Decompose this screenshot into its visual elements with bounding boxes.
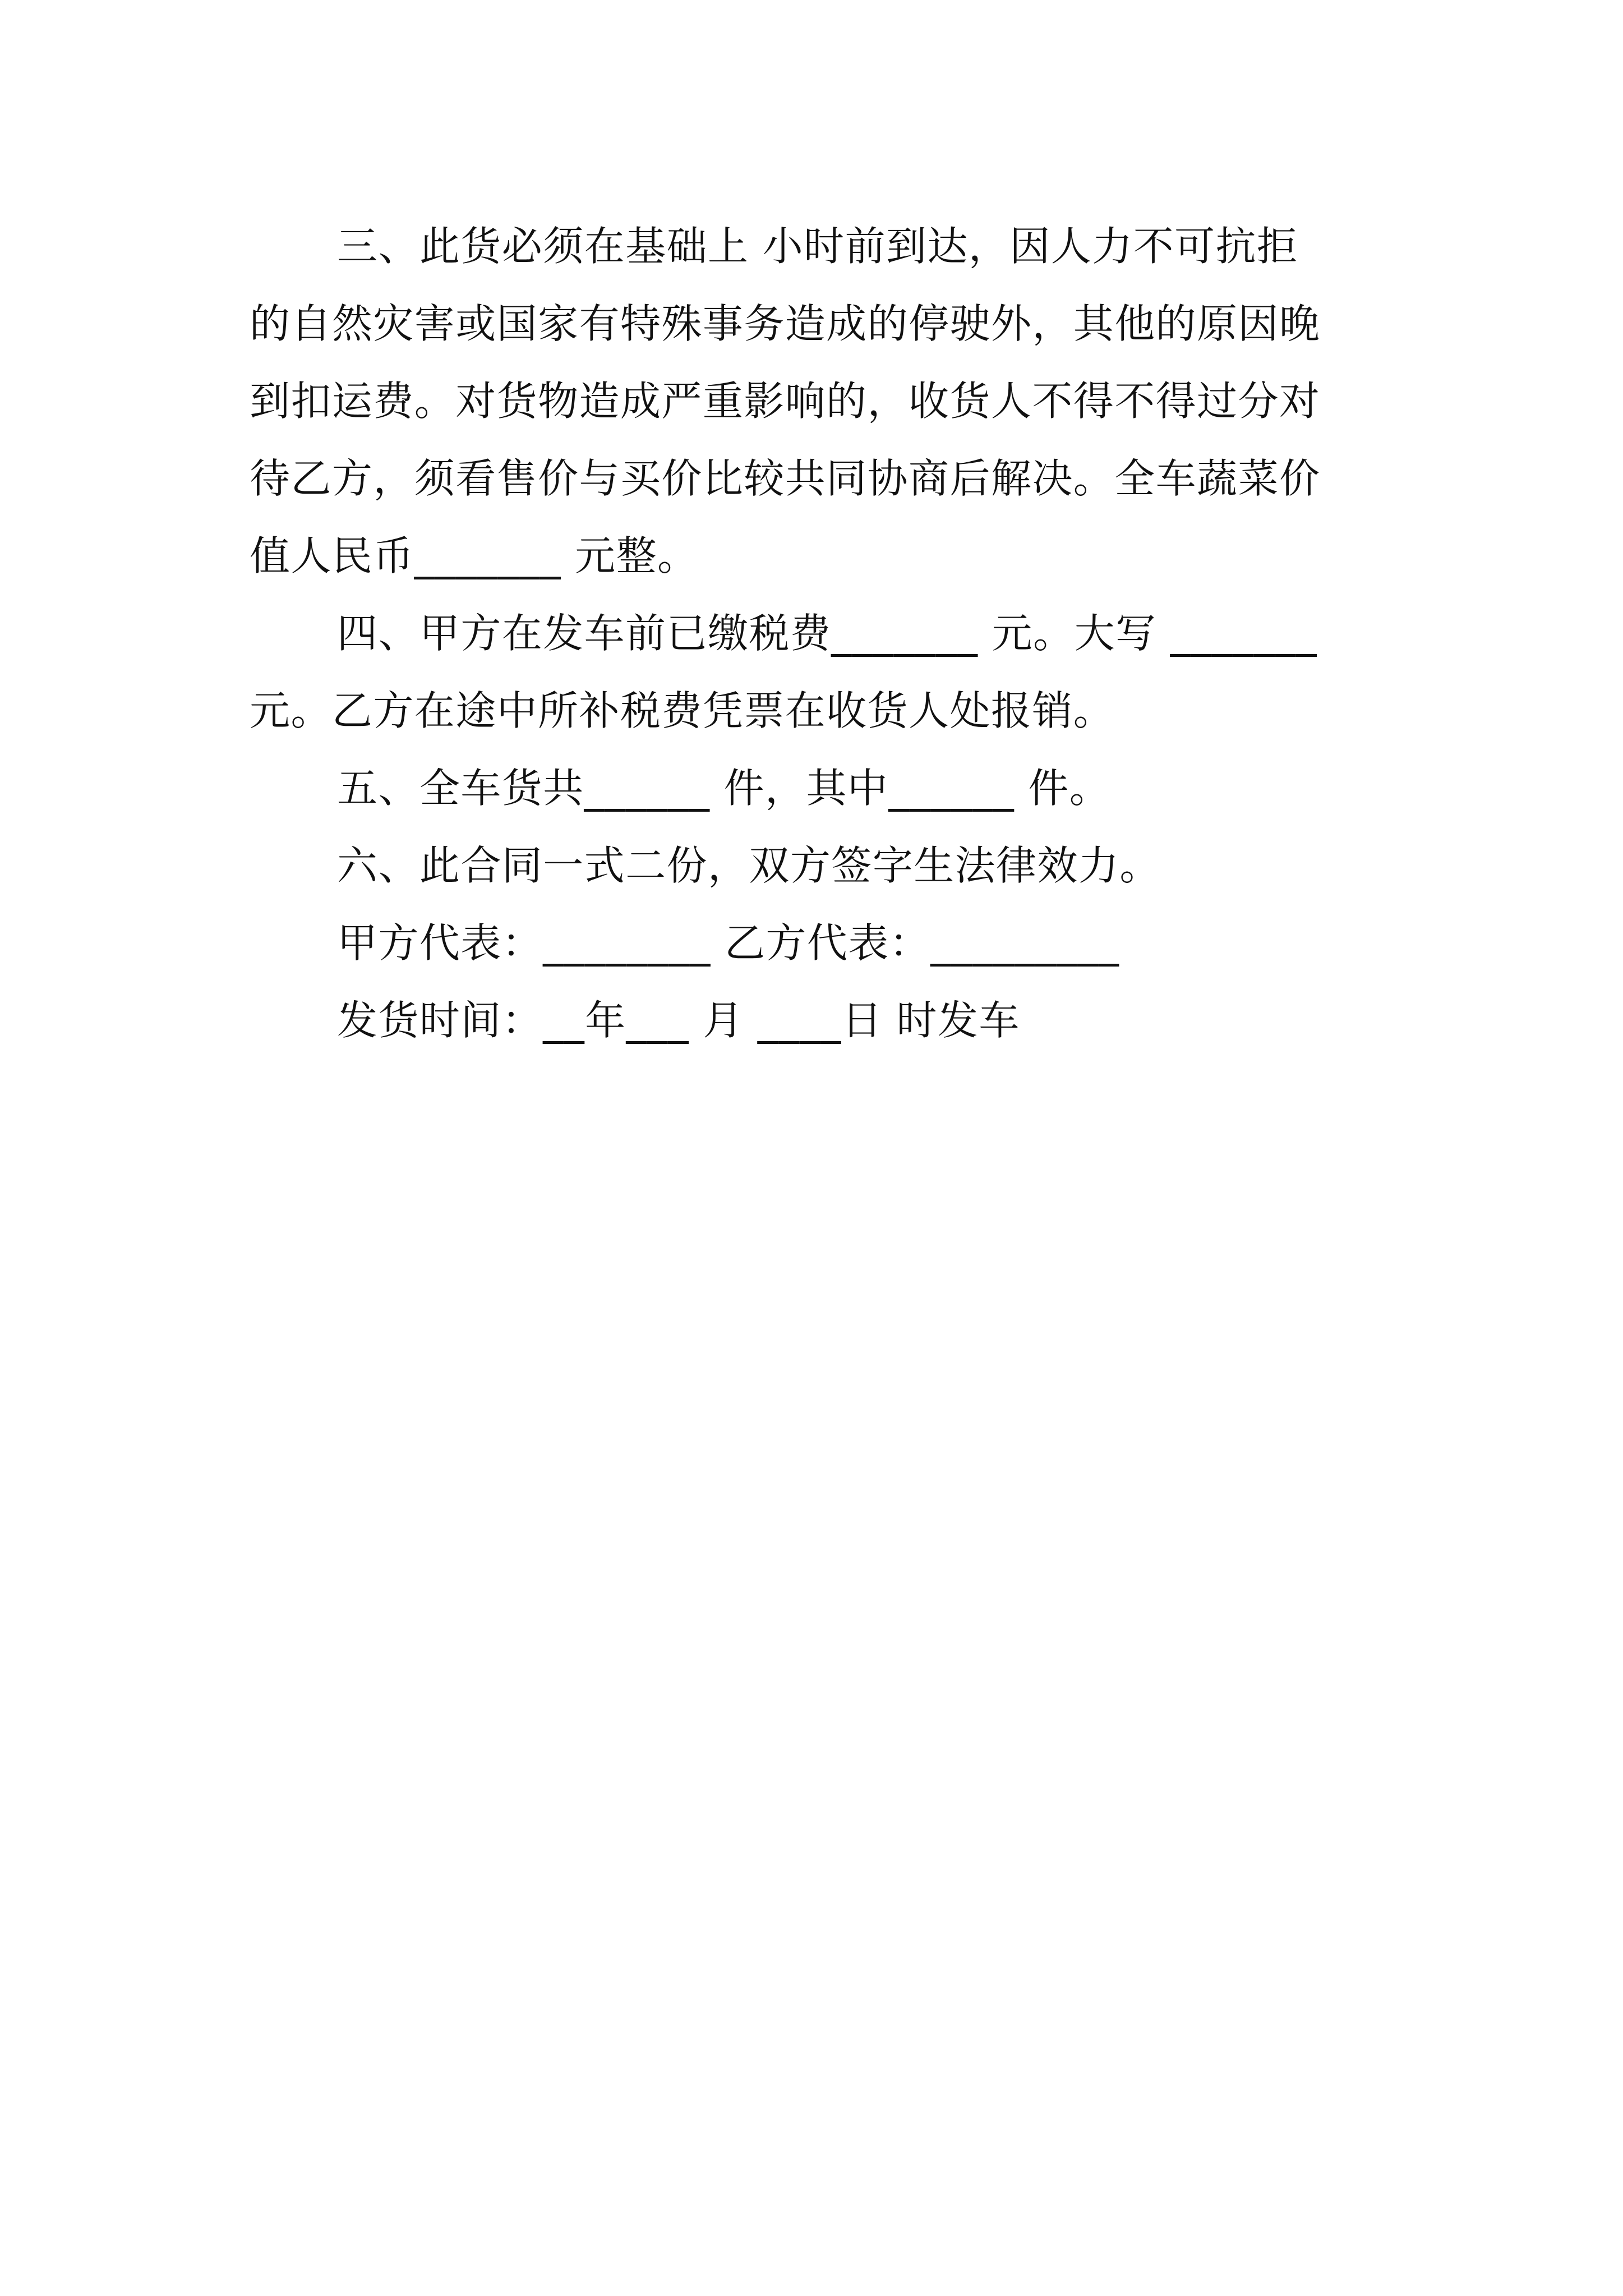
clause-5-line: 五、全车货共______ 件，其中______ 件。 (337, 765, 1111, 812)
clause-4-line-2: 元。乙方在途中所补税费凭票在收货人处报销。 (250, 687, 1115, 734)
clause-4-line-1: 四、甲方在发车前已缴税费_______ 元。大写 _______ (337, 610, 1317, 657)
document-body (250, 208, 1388, 1059)
clause-6-line: 六、此合同一式二份，双方签字生法律效力。 (337, 842, 1161, 889)
clause-3-line-2: 的自然灾害或国家有特殊事务造成的停驶外，其他的原因晚 (250, 300, 1321, 347)
clause-3-line-3: 到扣运费。对货物造成严重影响的，收货人不得不得过分对 (250, 378, 1321, 425)
clause-3-line-1: 三、此货必须在基础上 小时前到达，因人力不可抗拒 (337, 223, 1298, 270)
signature-line: 甲方代表：________ 乙方代表：_________ (337, 919, 1120, 967)
clause-3-line-5: 值人民币_______ 元整。 (250, 532, 699, 579)
clause-3-line-4: 待乙方，须看售价与买价比较共同协商后解决。全车蔬菜价 (250, 455, 1321, 502)
departure-time-line: 发货时间：__年___ 月 ____日 时发车 (337, 997, 1020, 1044)
